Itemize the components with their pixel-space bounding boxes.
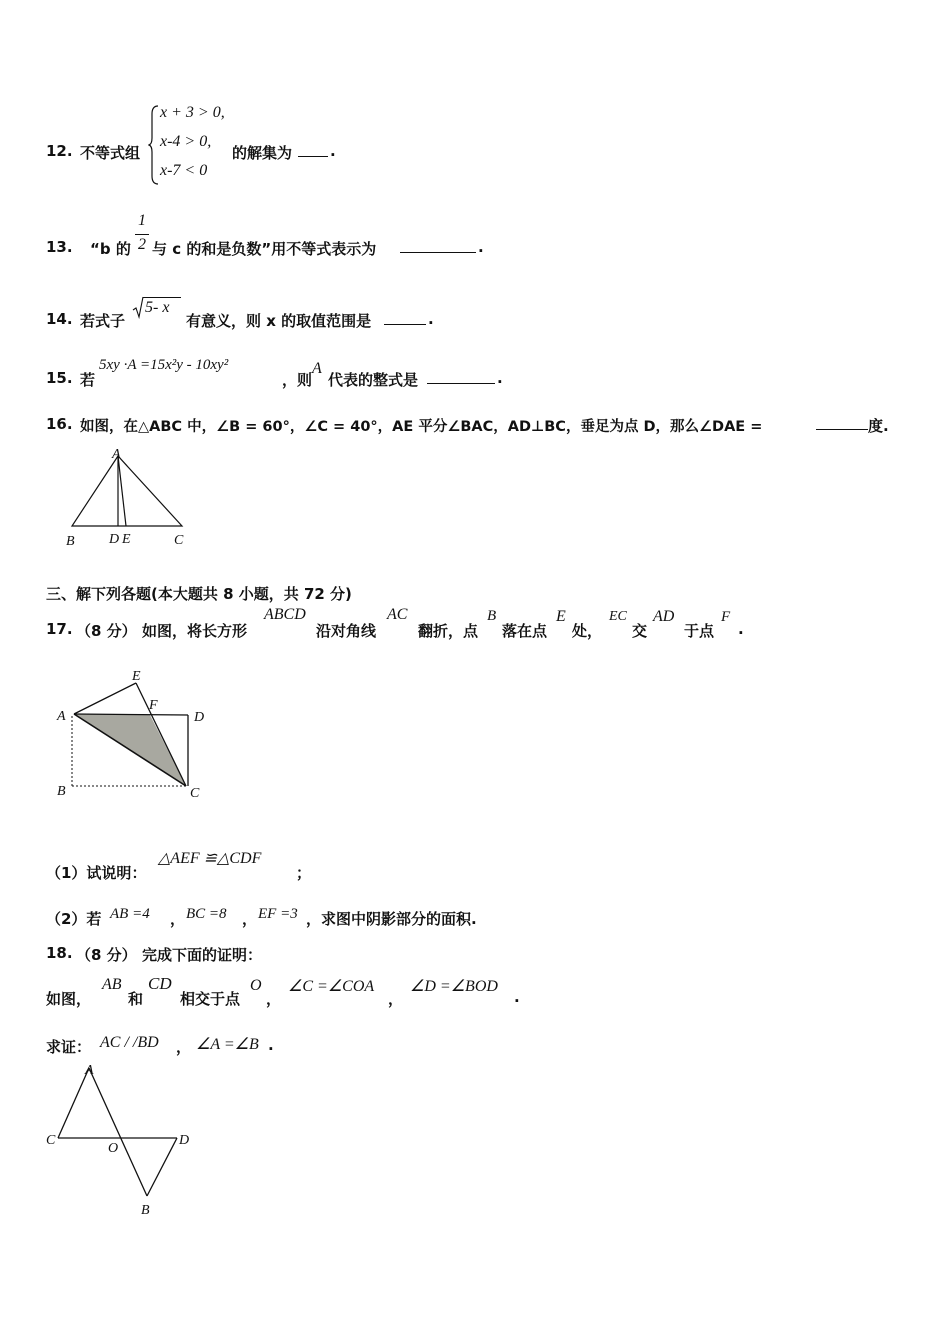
q17-math-ec: EC: [609, 609, 627, 624]
q17-text-8: .: [738, 620, 744, 638]
q18-math-cd: CD: [148, 974, 172, 993]
q16-label-a: A: [112, 447, 121, 462]
q16-text: 如图，在△ABC 中，∠B = 60°，∠C = 40°，AE 平分∠BAC，AD⊥BC，垂足为点 D，那么∠DAE =: [80, 419, 763, 435]
q18-title: 完成下面的证明：: [142, 946, 263, 964]
q17-part2-bc: BC =8: [186, 906, 227, 922]
q17-math-e: E: [556, 608, 566, 625]
q18-number: 18.: [46, 944, 73, 962]
q14-sqrt-bar: [143, 297, 181, 298]
q14-end: .: [428, 310, 434, 328]
q17-text-6: 交: [632, 622, 648, 640]
q12-end: .: [330, 142, 336, 160]
q15-var: A: [312, 360, 322, 377]
section-3-heading: 三、解下列各题(本大题共 8 小题，共 72 分): [46, 585, 352, 603]
triangle-abc: [72, 456, 182, 526]
segment-ac: [58, 1068, 89, 1138]
q17-label-b: B: [57, 784, 66, 799]
q18-score: （8 分）: [76, 946, 137, 964]
q17-label-a: A: [57, 709, 66, 724]
q17-number: 17.: [46, 620, 73, 638]
q17-part2-comma-2: ，: [242, 910, 258, 928]
q12-ineq-2: x-4 > 0,: [160, 133, 212, 150]
q15-mid: ，则: [282, 371, 313, 389]
q17-text-1: 如图，将长方形: [142, 622, 248, 640]
q12-ineq-3: x-7 < 0: [160, 162, 208, 179]
q15-end: .: [497, 369, 503, 387]
q18-line1-comma-2: ，: [388, 990, 404, 1008]
q17-rectangle-figure: [52, 664, 222, 806]
q14-radicand: 5- x: [145, 299, 170, 316]
q12-ineq-1: x + 3 > 0,: [160, 104, 225, 121]
q16-answer-blank[interactable]: [816, 415, 868, 430]
bisector-ae: [118, 456, 126, 526]
q12-tail: 的解集为: [232, 144, 293, 162]
q17-math-ad: AD: [653, 608, 675, 625]
q18-line2-end: .: [268, 1036, 274, 1054]
q18-math-ab: AB: [102, 976, 122, 993]
q14-sqrt-sign: [132, 296, 144, 320]
q13-post: 与 c 的和是负数”用不等式表示为: [152, 240, 377, 258]
q16-label-d: D: [109, 532, 120, 547]
q17-part2-comma-1: ，: [170, 910, 186, 928]
q15-post: 代表的整式是: [328, 371, 419, 389]
q17-part1-end: ；: [296, 864, 312, 882]
segment-ae: [74, 683, 136, 714]
q17-score: （8 分）: [76, 622, 137, 640]
q13-frac-bar: [135, 234, 149, 235]
q16-label-b: B: [66, 534, 75, 549]
q18-line1-mid: 相交于点: [180, 990, 241, 1008]
q12-brace: [148, 104, 160, 186]
q14-answer-blank[interactable]: [384, 310, 426, 325]
q12-text: 不等式组: [80, 144, 141, 162]
q18-line1-and: 和: [128, 990, 144, 1008]
q12-answer-blank[interactable]: [298, 142, 328, 157]
q17-part2-ef: EF =3: [258, 906, 298, 922]
q17-label-f: F: [149, 698, 158, 713]
q16-label-e: E: [122, 532, 131, 547]
q18-math-o: O: [250, 977, 262, 994]
q18-label-d: D: [179, 1133, 190, 1148]
q18-line2-comma: ，: [176, 1038, 192, 1056]
q17-text-4: 落在点: [502, 622, 548, 640]
q17-part2-ab: AB =4: [110, 906, 150, 922]
q17-math-b: B: [487, 608, 497, 624]
q18-line1-comma-1: ，: [266, 990, 282, 1008]
q15-pre: 若: [80, 371, 96, 389]
q14-post: 有意义，则 x 的取值范围是: [186, 312, 372, 330]
q15-answer-blank[interactable]: [427, 369, 495, 384]
q17-text-5: 处，: [572, 622, 603, 640]
q17-part1-math: △AEF ≌△CDF: [158, 850, 262, 867]
q12-number: 12.: [46, 142, 73, 160]
q17-part2-label: （2）若: [46, 910, 102, 928]
q18-math-eq1: ∠C =∠COA: [288, 978, 375, 995]
q18-label-c: C: [46, 1133, 56, 1148]
q15-number: 15.: [46, 369, 73, 387]
q18-label-o: O: [108, 1141, 119, 1156]
q18-math-eq2: ∠D =∠BOD: [410, 978, 498, 995]
line-ab: [89, 1068, 147, 1196]
q18-label-a: A: [85, 1063, 94, 1078]
q14-pre: 若式子: [80, 312, 126, 330]
q17-text-3: 翻折，点: [418, 622, 479, 640]
q17-part2-tail: ，求图中阴影部分的面积.: [306, 910, 477, 928]
q14-number: 14.: [46, 310, 73, 328]
q18-line2-pre: 求证：: [46, 1038, 92, 1056]
q16-triangle-figure: [60, 444, 200, 552]
q17-label-d: D: [194, 710, 205, 725]
q16-end: 度.: [868, 417, 889, 435]
q13-frac-den: 2: [138, 236, 146, 253]
q17-math-f: F: [721, 609, 731, 625]
q16-label-c: C: [174, 533, 184, 548]
q18-label-b: B: [141, 1203, 150, 1218]
q17-label-e: E: [132, 669, 141, 684]
q18-intersecting-lines-figure: [40, 1060, 200, 1220]
q18-math-parallel: AC / /BD: [100, 1034, 159, 1051]
q17-text-2: 沿对角线: [316, 622, 377, 640]
q18-math-angles: ∠A =∠B: [196, 1036, 259, 1053]
q18-line1-pre: 如图，: [46, 990, 92, 1008]
q17-text-7: 于点: [684, 622, 715, 640]
q13-frac-num: 1: [138, 212, 146, 229]
q13-answer-blank[interactable]: [400, 238, 476, 253]
q13-end: .: [478, 238, 484, 256]
q16-number: 16.: [46, 415, 73, 433]
q17-math-abcd: ABCD: [264, 606, 306, 623]
q17-math-ac: AC: [387, 606, 408, 623]
q17-label-c: C: [190, 786, 200, 801]
q15-equation: 5xy ·A =15x²y - 10xy²: [99, 357, 229, 373]
q18-line1-end: .: [514, 988, 520, 1006]
q13-number: 13.: [46, 238, 73, 256]
q17-part1-label: （1）试说明：: [46, 864, 147, 882]
q13-pre: “b 的: [90, 240, 131, 258]
segment-bd: [147, 1138, 177, 1196]
